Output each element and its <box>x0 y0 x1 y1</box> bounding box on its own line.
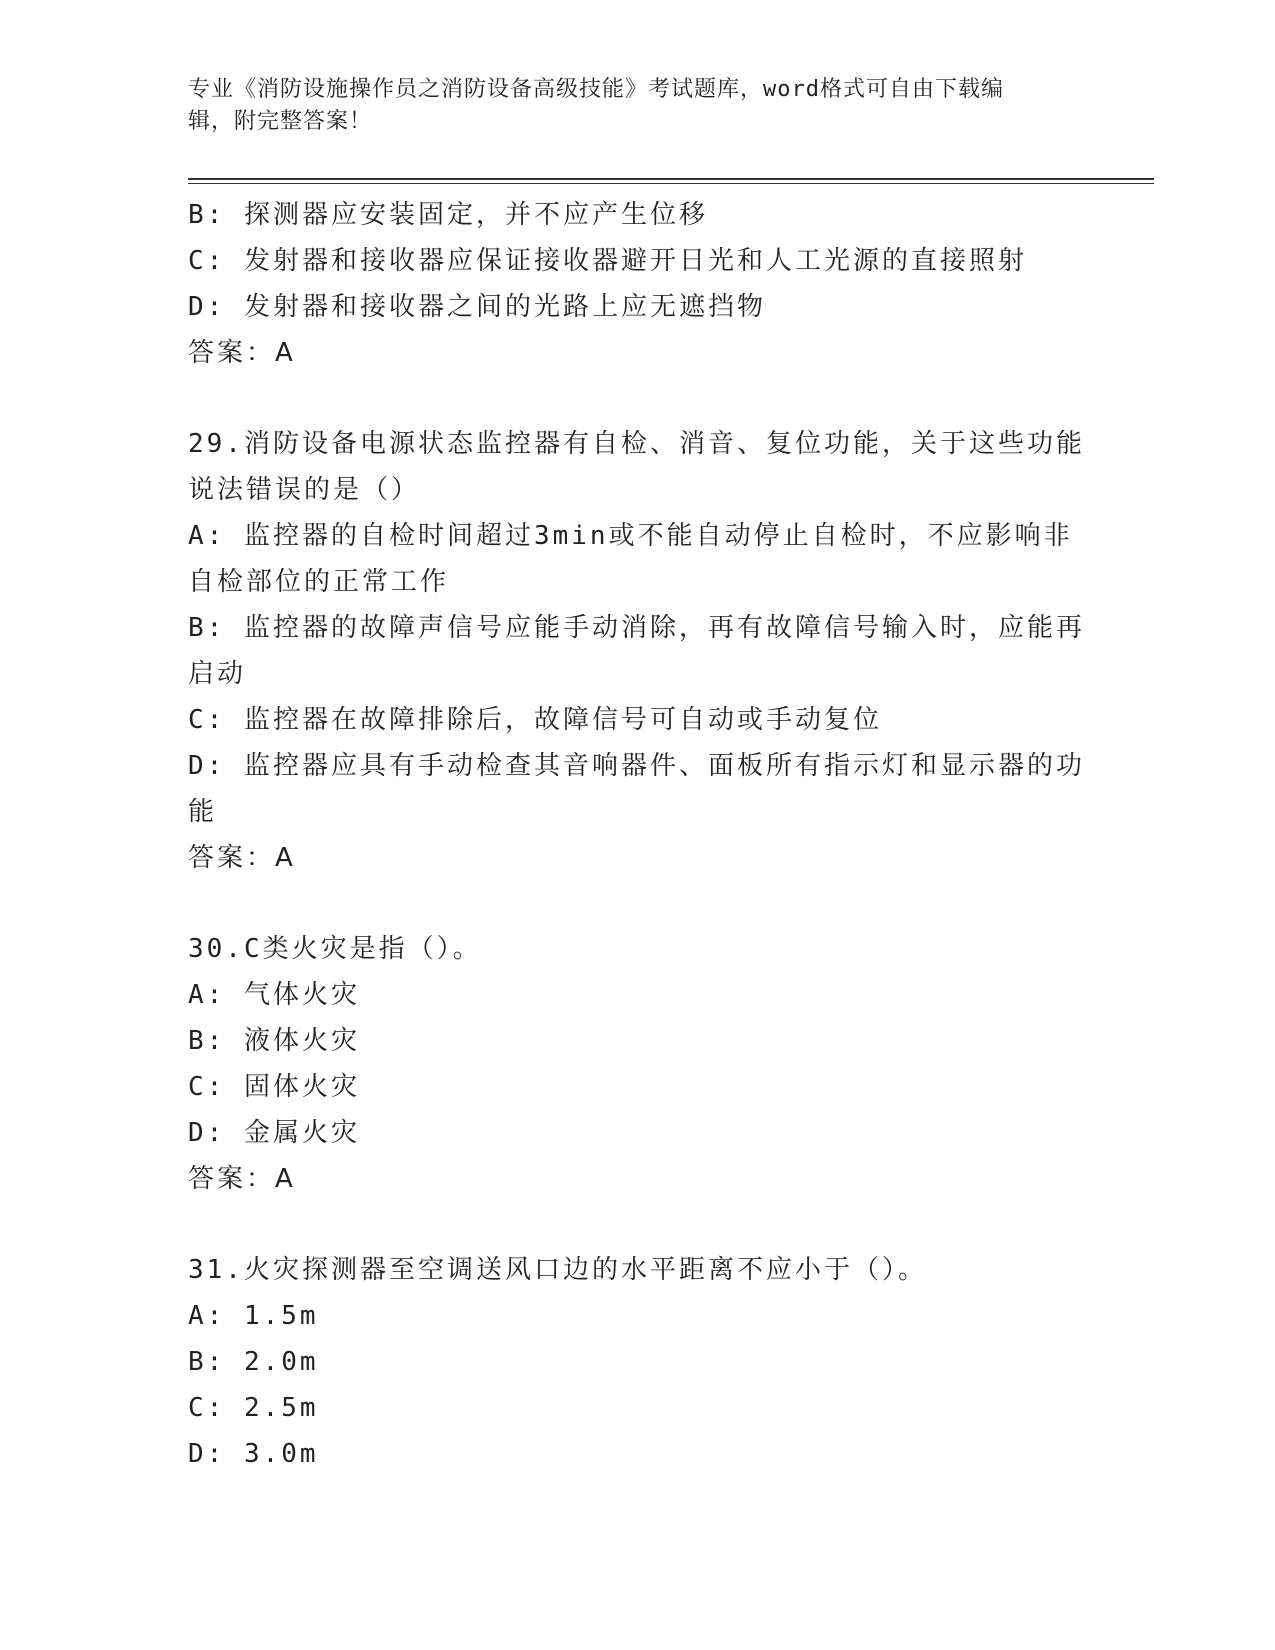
option-c: C: 2.5m <box>188 1393 319 1423</box>
header-divider-thin <box>188 183 1154 184</box>
option-c: C: 固体火灾 <box>188 1072 360 1102</box>
answer-label: 答案：A <box>188 338 296 368</box>
header-line-1: 专业《消防设施操作员之消防设备高级技能》考试题库，word格式可自由下载编 <box>188 77 1004 102</box>
document-header <box>188 74 1068 138</box>
question-stem-line-1: 29.消防设备电源状态监控器有自检、消音、复位功能，关于这些功能 <box>188 429 1085 459</box>
option-b: B: 2.0m <box>188 1347 319 1377</box>
header-divider-thick <box>188 178 1154 180</box>
option-c: C: 发射器和接收器应保证接收器避开日光和人工光源的直接照射 <box>188 246 1027 276</box>
option-d: D: 金属火灾 <box>188 1118 360 1148</box>
question-stem: 31.火灾探测器至空调送风口边的水平距离不应小于（）。 <box>188 1255 927 1285</box>
question-stem-line-2: 说法错误的是（） <box>188 475 421 505</box>
option-d-line-2: 能 <box>188 797 218 827</box>
option-b: B: 液体火灾 <box>188 1026 360 1056</box>
option-a-line-2: 自检部位的正常工作 <box>188 567 450 597</box>
spacer <box>188 881 1088 926</box>
question-31 <box>188 1247 1088 1477</box>
option-c: C: 监控器在故障排除后，故障信号可自动或手动复位 <box>188 705 882 735</box>
option-b-line-2: 启动 <box>188 659 247 689</box>
option-b: B: 探测器应安装固定，并不应产生位移 <box>188 200 708 230</box>
answer-label: 答案：A <box>188 843 296 873</box>
question-content <box>188 192 1088 1477</box>
option-a-line-1: A: 监控器的自检时间超过3min或不能自动停止自检时，不应影响非 <box>188 521 1073 551</box>
question-29 <box>188 421 1088 881</box>
option-d-line-1: D: 监控器应具有手动检查其音响器件、面板所有指示灯和显示器的功 <box>188 751 1085 781</box>
option-d: D: 发射器和接收器之间的光路上应无遮挡物 <box>188 292 766 322</box>
option-d: D: 3.0m <box>188 1439 319 1469</box>
spacer <box>188 376 1088 421</box>
option-b-line-1: B: 监控器的故障声信号应能手动消除，再有故障信号输入时，应能再 <box>188 613 1085 643</box>
answer-label: 答案：A <box>188 1164 296 1194</box>
question-stem: 30.C类火灾是指（）。 <box>188 934 482 964</box>
header-line-2: 辑，附完整答案！ <box>188 109 373 134</box>
option-a: A: 1.5m <box>188 1301 319 1331</box>
spacer <box>188 1202 1088 1247</box>
question-28-tail <box>188 192 1088 376</box>
option-a: A: 气体火灾 <box>188 980 360 1010</box>
question-30 <box>188 926 1088 1202</box>
